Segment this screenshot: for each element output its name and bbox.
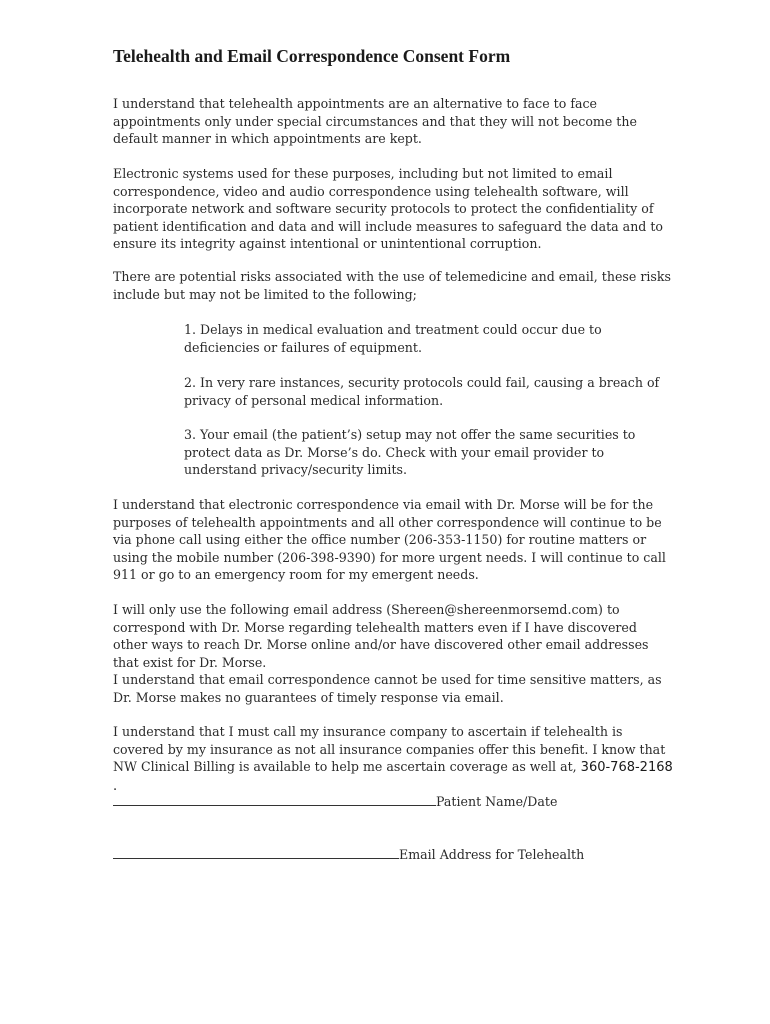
email-address-blank[interactable]	[113, 846, 399, 859]
risk-item-3: 3. Your email (the patient’s) setup may not offer the same securities to protect data as Dr. Morse’s do. Check with your email provider to understand privacy/security limits.	[184, 427, 636, 478]
patient-signature-blank[interactable]	[113, 793, 436, 806]
paragraph-potential-risks: There are potential risks associated with the use of telemedicine and email, these risks include but may not be limited to the following;	[113, 269, 671, 302]
form-title: Telehealth and Email Correspondence Consent Form	[113, 46, 511, 66]
patient-signature-line[interactable]	[113, 793, 557, 811]
risk-item-2: 2. In very rare instances, security protocols could fail, causing a breach of privacy of personal medical information.	[184, 375, 660, 408]
email-address-line[interactable]	[113, 846, 584, 864]
risk-item-1: 1. Delays in medical evaluation and treatment could occur due to deficiencies or failures of equipment.	[184, 322, 602, 355]
paragraph-electronic-systems: Electronic systems used for these purposes, including but not limited to email correspondence, video and audio correspondence using telehealth software, will incorporate network and software security protocols to protect the confidentiality of patient identification and data and will include measures to safeguard the data and to ensure its integrity against intentional or unintentional corruption.	[113, 166, 664, 252]
patient-signature-label: Patient Name/Date	[436, 794, 558, 809]
paragraph-telehealth-alternative: I understand that telehealth appointments are an alternative to face to face appointments only under special circumstances and that they will not become the default manner in which appointments are kept.	[113, 96, 637, 147]
paragraph-correspondence-purpose: I understand that electronic correspondence via email with Dr. Morse will be for the purposes of telehealth appointments and all other correspondence will continue to be via phone call using either the office number (206-353-1150) for routine matters or using the mobile number (206-398-9390) for more urgent needs. I will continue to call 911 or go to an emergency room for my emergent needs.	[113, 497, 666, 583]
billing-phone-number: 360-768-2168 .	[113, 760, 673, 794]
email-address-label: Email Address for Telehealth	[399, 847, 585, 862]
paragraph-email-address: I will only use the following email address (Shereen@shereenmorsemd.com) to correspond with Dr. Morse regarding telehealth matters even if I have discovered other ways to reach Dr. Morse online and/or have discovered other email addresses that exist for Dr. Morse.	[113, 602, 649, 670]
insurance-text: I understand that I must call my insurance company to ascertain if telehealth is covered by my insurance as not all insurance companies offer this benefit. I know that NW Clinical Billing is available to help me ascertain coverage as well at,	[113, 724, 666, 775]
paragraph-insurance	[113, 723, 673, 795]
paragraph-time-sensitive: I understand that email correspondence cannot be used for time sensitive matters, as Dr. Morse makes no guarantees of timely response via email.	[113, 672, 662, 705]
